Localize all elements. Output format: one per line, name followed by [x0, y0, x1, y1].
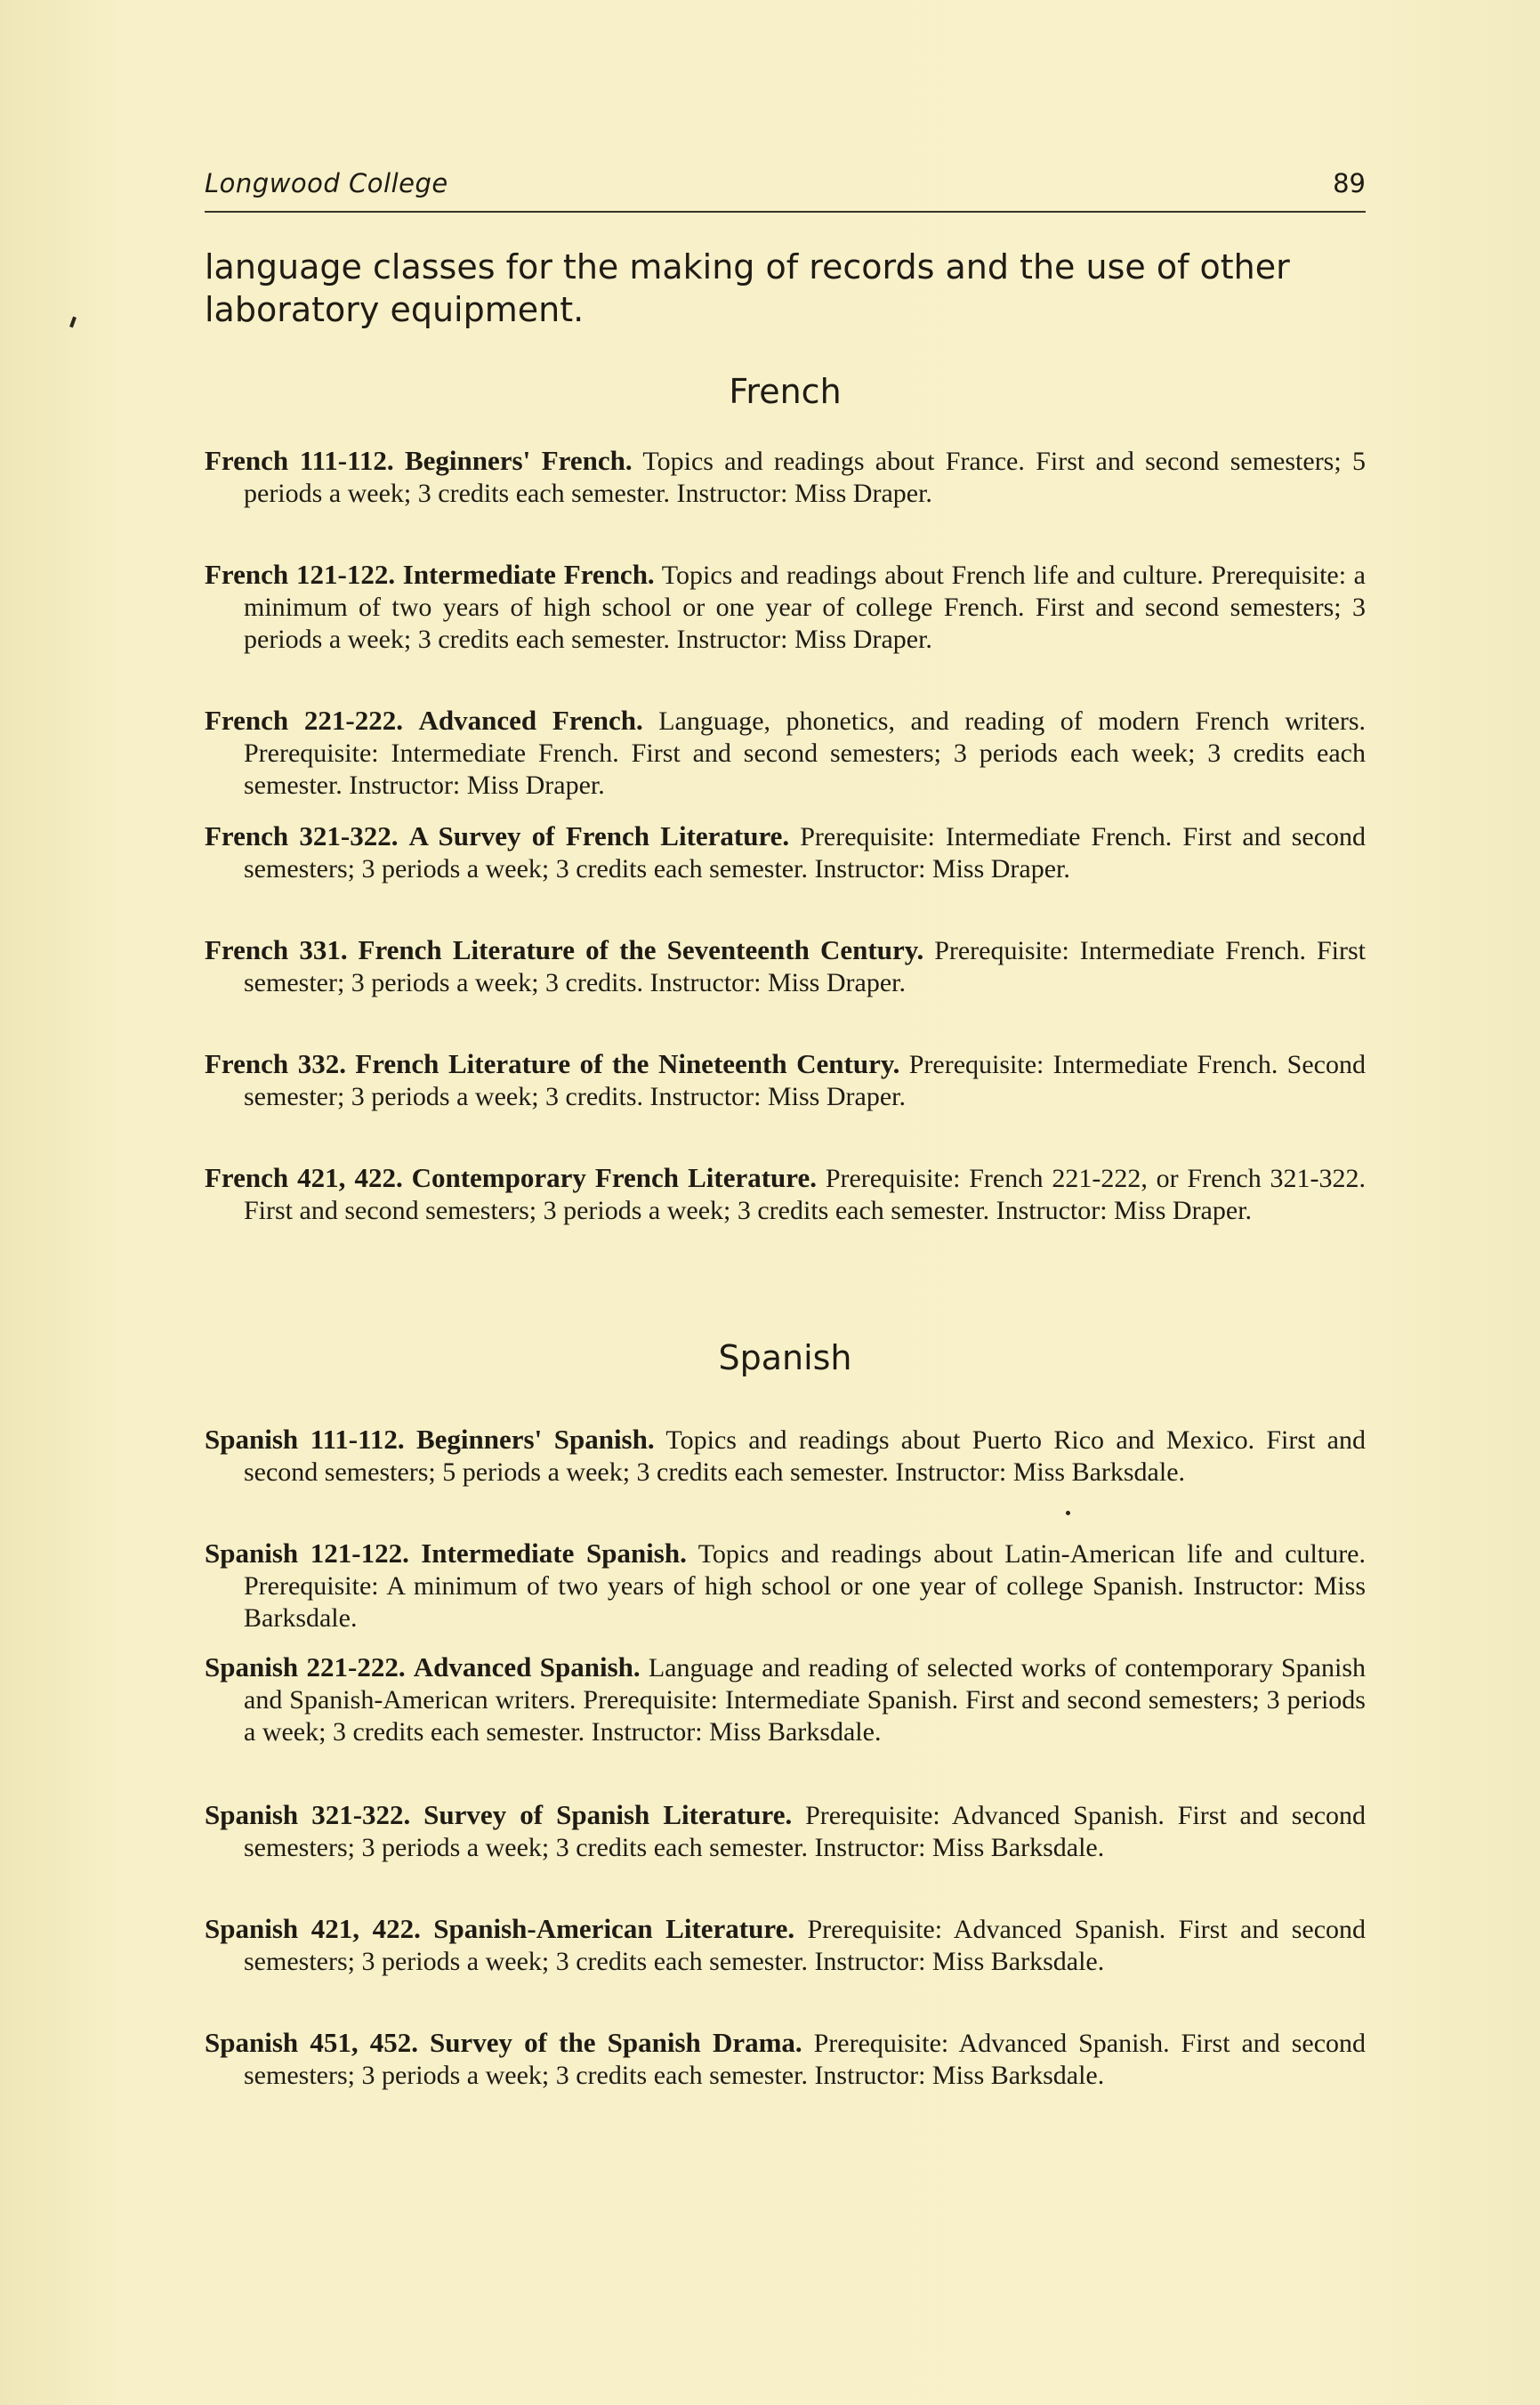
course-description: Topics and readings about Puerto Rico and Mexico. First and second semesters; 5 periods a week; 3 credits each semester. Instructor: Miss Barksdale.	[244, 1425, 1367, 1487]
course-title: French Literature of the Nineteenth Century.	[355, 1048, 900, 1079]
course-code: Spanish 451, 452.	[205, 2027, 419, 2058]
course-description: Prerequisite: French 221-222, or French 321-322. First and second semesters; 3 periods a week; 3 credits each semester. Instructor: Miss Draper.	[244, 1164, 1367, 1225]
course-description: Prerequisite: Advanced Spanish. First and second semesters; 3 periods a week; 3 credits each semester. Instructor: Miss Barksdale.	[244, 1915, 1367, 1976]
course-description: Topics and readings about France. First and second semesters; 5 periods a week; 3 credits each semester. Instructor: Miss Draper.	[244, 447, 1366, 508]
stray-scan-dot	[1066, 1511, 1070, 1515]
course-code: French 111-112.	[205, 445, 394, 476]
course-code: Spanish 121-122.	[205, 1537, 409, 1569]
course-description: Prerequisite: Intermediate French. Second semester; 3 periods a week; 3 credits. Instructor: Miss Draper.	[244, 1050, 1366, 1111]
course-title: Beginners' Spanish.	[415, 1424, 655, 1455]
course-code: Spanish 421, 422.	[205, 1913, 421, 1944]
course-title: Beginners' French.	[404, 445, 633, 476]
course-description: Topics and readings about French life and culture. Prerequisite: a minimum of two years of high school or one year of college French. First and second semesters; 3 periods a week; 3 credits each semester. Instructor: Miss Draper.	[244, 561, 1367, 654]
course-description: Language, phonetics, and reading of modern French writers. Prerequisite: Intermediate French. First and second semesters; 3 periods each week; 3 credits each semester. Instructor: Miss Draper.	[244, 706, 1366, 800]
course-code: French 421, 422.	[205, 1162, 403, 1193]
course-entry	[205, 820, 1366, 885]
course-entry	[205, 1048, 1366, 1113]
course-title: Advanced French.	[418, 705, 643, 736]
course-description: Prerequisite: Advanced Spanish. First and second semesters; 3 periods a week; 3 credits each semester. Instructor: Miss Barksdale.	[244, 1801, 1367, 1862]
course-title: Intermediate Spanish.	[421, 1537, 687, 1569]
course-entry	[205, 559, 1366, 656]
course-title: Survey of Spanish Literature.	[423, 1799, 793, 1830]
section-heading-french: French	[729, 372, 842, 411]
course-entry	[205, 1162, 1366, 1227]
course-entry	[205, 1799, 1366, 1864]
course-code: French 121-122.	[205, 559, 396, 590]
course-title: French Literature of the Seventeenth Century.	[358, 934, 924, 965]
course-description: Prerequisite: Intermediate French. First and second semesters; 3 periods a week; 3 credits each semester. Instructor: Miss Draper.	[244, 822, 1367, 884]
section-heading-spanish: Spanish	[718, 1338, 852, 1377]
course-title: Spanish-American Literature.	[433, 1913, 795, 1944]
course-title: Contemporary French Literature.	[411, 1162, 817, 1193]
course-entry	[205, 445, 1366, 510]
course-code: Spanish 111-112.	[205, 1424, 405, 1455]
page-number: 89	[1333, 168, 1366, 198]
intro-paragraph	[205, 246, 1366, 331]
running-title: Longwood College	[205, 168, 448, 198]
course-entry	[205, 1424, 1366, 1489]
course-code: French 331.	[205, 934, 348, 965]
course-title: Intermediate French.	[402, 559, 655, 590]
course-title: A Survey of French Literature.	[408, 820, 790, 851]
page-header	[205, 165, 1366, 213]
course-code: French 221-222.	[205, 705, 403, 736]
course-description: Language and reading of selected works of contemporary Spanish and Spanish-American writers. Prerequisite: Intermediate Spanish. First and second semesters; 3 periods a week; 3 credits each semester. Instructor: Miss Barksdale.	[244, 1653, 1366, 1747]
stray-scan-mark	[69, 317, 77, 328]
course-description: Prerequisite: Advanced Spanish. First and second semesters; 3 periods a week; 3 credits each semester. Instructor: Miss Barksdale.	[244, 2029, 1367, 2090]
course-code: French 332.	[205, 1048, 346, 1079]
course-entry	[205, 705, 1366, 802]
course-entry	[205, 1913, 1366, 1978]
course-title: Survey of the Spanish Drama.	[429, 2027, 802, 2058]
course-code: Spanish 321-322.	[205, 1799, 411, 1830]
course-title: Advanced Spanish.	[413, 1651, 641, 1683]
course-code: Spanish 221-222.	[205, 1651, 406, 1683]
course-entry	[205, 934, 1366, 999]
course-entry	[205, 2027, 1366, 2092]
course-description: Topics and readings about Latin-American life and culture. Prerequisite: A minimum of two years of high school or one year of college Spanish. Instructor: Miss Barksdale.	[244, 1539, 1366, 1633]
course-entry	[205, 1651, 1366, 1748]
course-entry	[205, 1537, 1366, 1634]
course-description: Prerequisite: Intermediate French. First semester; 3 periods a week; 3 credits. Instructor: Miss Draper.	[244, 936, 1367, 997]
intro-text: language classes for the making of records and the use of other laboratory equipment.	[205, 247, 1290, 329]
course-code: French 321-322.	[205, 820, 399, 851]
